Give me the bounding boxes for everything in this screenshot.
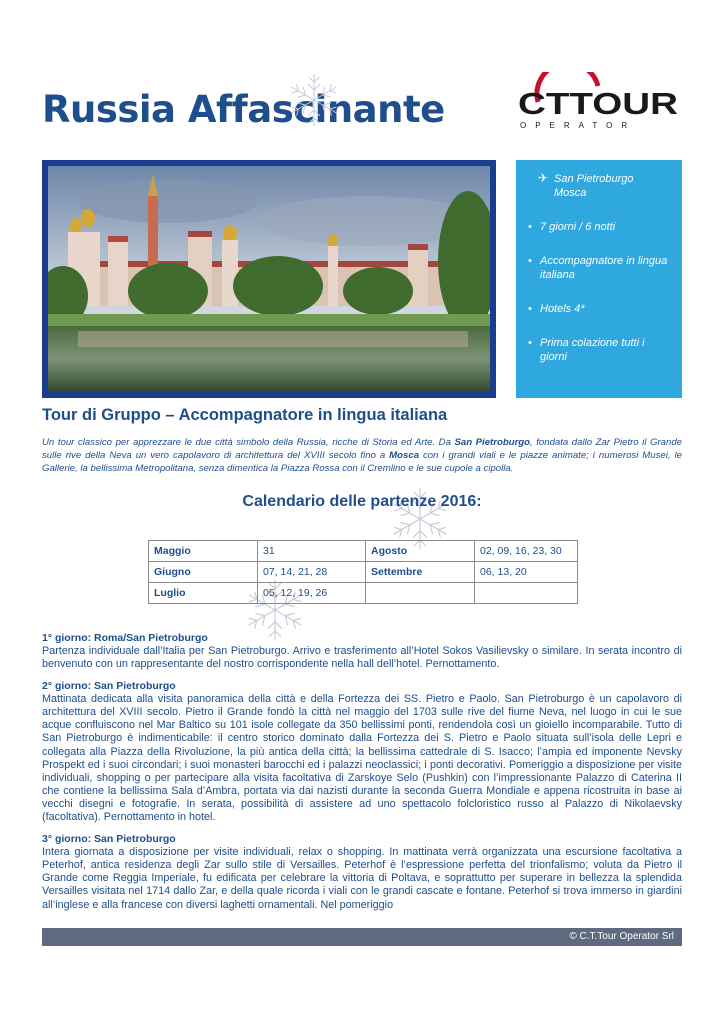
- day-text: Mattinata dedicata alla visita panoramica della città e della Fortezza dei SS. Pietro e Paolo. San Pietroburgo è un capolavoro di architettura del XVIII secolo. Pietro il Grande fondò la città nel maggio del 1703 sulle rive del fiume Neva, nel luogo in cui le sue acque confluiscono nel Mar Baltico su 101 isole collegate da 350 bellissimi ponti, rendendola così un gioiello incomparabile. Tutto di San Pietroburgo è indimenticabile: il centro storico dominato dalla Fortezza dei S. Pietro e Paolo situata sull’isola delle Lepri e collegata alla Piazza della Rivoluzione, la più antica della città; la bellissima cattedrale di S. Isacco; l’ampia ed imponente Nevsky Prospekt ed i suoi circondari; i suoi monasteri barocchi ed i palazzi neoclassici; i ponti decorativi. Pomeriggio a disposizione per visite individuali, shopping o per partecipare alla visita facoltativa di Zarskoye Selo (Pushkin) con l’impressionante Palazzo di Caterina II che contiene la bellissima Sala d’Ambra, portata via dai nazisti durante la seconda Guerra Mondiale e appena ricostruita in base ai vecchi disegni e fotografie. In serata, possibilità di assistere ad uno spettacolo folcloristico russo al Palazzo di Nikolaevsky (facoltativa). Pernottamento in hotel.: [42, 693, 682, 824]
- day-title: 1° giorno: Roma/San Pietroburgo: [42, 632, 208, 644]
- day-title: 3° giorno: San Pietroburgo: [42, 833, 176, 846]
- table-row: [149, 541, 578, 562]
- dates-cell: 06, 13, 20: [475, 562, 578, 583]
- airplane-icon: ✈: [538, 171, 549, 185]
- destinations-item: [528, 172, 672, 200]
- departures-table: [148, 540, 578, 604]
- dates-cell: 07, 14, 21, 28: [258, 562, 366, 583]
- itinerary-day: [42, 833, 682, 911]
- bullet-icon: •: [528, 337, 532, 349]
- intro-city: Mosca: [389, 450, 420, 461]
- intro-text: con i grandi viali e le piazze animate; i numerosi Musei, le Gallerie, la bellissima Metropolitana, senza dimentica la Piazza Rossa con il Cremlino e le sue cupole a cipolla.: [42, 450, 682, 474]
- duration-item: [528, 220, 672, 234]
- month-cell: Giugno: [149, 562, 258, 583]
- svg-text:CTTOUR: CTTOUR: [518, 86, 678, 121]
- month-cell: [366, 583, 475, 604]
- table-row: [149, 583, 578, 604]
- tour-subtitle: Tour di Gruppo – Accompagnatore in lingua italiana: [42, 406, 448, 424]
- month-cell: Agosto: [366, 541, 475, 562]
- monastery-photo: [48, 166, 490, 392]
- table-row: [149, 562, 578, 583]
- footer-bar: © C.T.Tour Operator Srl: [42, 928, 682, 946]
- snowflake-icon: [284, 70, 344, 130]
- day-text: Partenza individuale dall’Italia per San Pietroburgo. Arrivo e trasferimento all’Hotel Sokos Vasilievsky o similare. In serata incontro di benvenuto con un rappresentante del nostro corrispondente nella hall dell’hotel. Pernottamento.: [42, 645, 682, 671]
- calendar-title: Calendario delle partenze 2016:: [242, 493, 482, 510]
- trip-info-panel: [516, 160, 682, 398]
- svg-text:OPERATOR: OPERATOR: [520, 121, 637, 130]
- itinerary-day: [42, 632, 682, 671]
- month-cell: Settembre: [366, 562, 475, 583]
- itinerary-day: [42, 680, 682, 824]
- itinerary: [42, 632, 682, 921]
- breakfast-label: Prima colazione tutti i giorni: [540, 337, 645, 363]
- destination-label: San Pietroburgo: [554, 173, 634, 185]
- day-title: 2° giorno: San Pietroburgo: [42, 680, 176, 693]
- duration-label: 7 giorni / 6 notti: [540, 221, 616, 233]
- destination-label: Mosca: [554, 187, 587, 199]
- guide-item: [528, 254, 672, 282]
- intro-city: San Pietroburgo: [454, 437, 531, 448]
- dates-cell: 05, 12, 19, 26: [258, 583, 366, 604]
- guide-label: Accompagnatore in lingua italiana: [540, 255, 668, 281]
- hotels-item: [528, 302, 672, 316]
- bullet-icon: •: [528, 255, 532, 267]
- trip-info-list: [528, 172, 672, 364]
- intro-paragraph: [42, 436, 682, 475]
- breakfast-item: [528, 336, 672, 364]
- company-logo: [516, 72, 682, 138]
- day-text: Intera giornata a disposizione per visite individuali, relax o shopping. In mattinata verrà organizzata una escursione facoltativa a Peterhof, antica residenza degli Zar sullo stile di Versailles. Peterhof è l’espressione perfetta del trionfalismo; voluta da Pietro il Grande come Reggia Imperiale, fu edificata per celebrare la vittoria di Poltava, e soprattutto per superare in bellezza la splendida Versailles visitata nel 1714 dallo Zar, e della quale ricorda i viali con le grandi cascate e fontane. Peterhof si trova immerso in giardini all’inglese e alla francese con diversi laghetti ornamentali. Nel pomeriggio: [42, 846, 682, 911]
- month-cell: Luglio: [149, 583, 258, 604]
- dates-cell: [475, 583, 578, 604]
- dates-cell: 31: [258, 541, 366, 562]
- hero-photo-frame: [42, 160, 496, 398]
- page-title: Russia Affascinante: [42, 88, 445, 131]
- intro-text: Un tour classico per apprezzare le due città simbolo della Russia, ricche di Storia ed Arte. Da: [42, 437, 455, 448]
- dates-cell: 02, 09, 16, 23, 30: [475, 541, 578, 562]
- hotels-label: Hotels 4*: [540, 303, 585, 315]
- intro-text: , fondata dallo Zar Pietro il Grande sulle rive della Neva un vero capolavoro di architettura del XVIII secolo fino a: [42, 437, 682, 461]
- bullet-icon: •: [528, 303, 532, 315]
- bullet-icon: •: [528, 221, 532, 233]
- month-cell: Maggio: [149, 541, 258, 562]
